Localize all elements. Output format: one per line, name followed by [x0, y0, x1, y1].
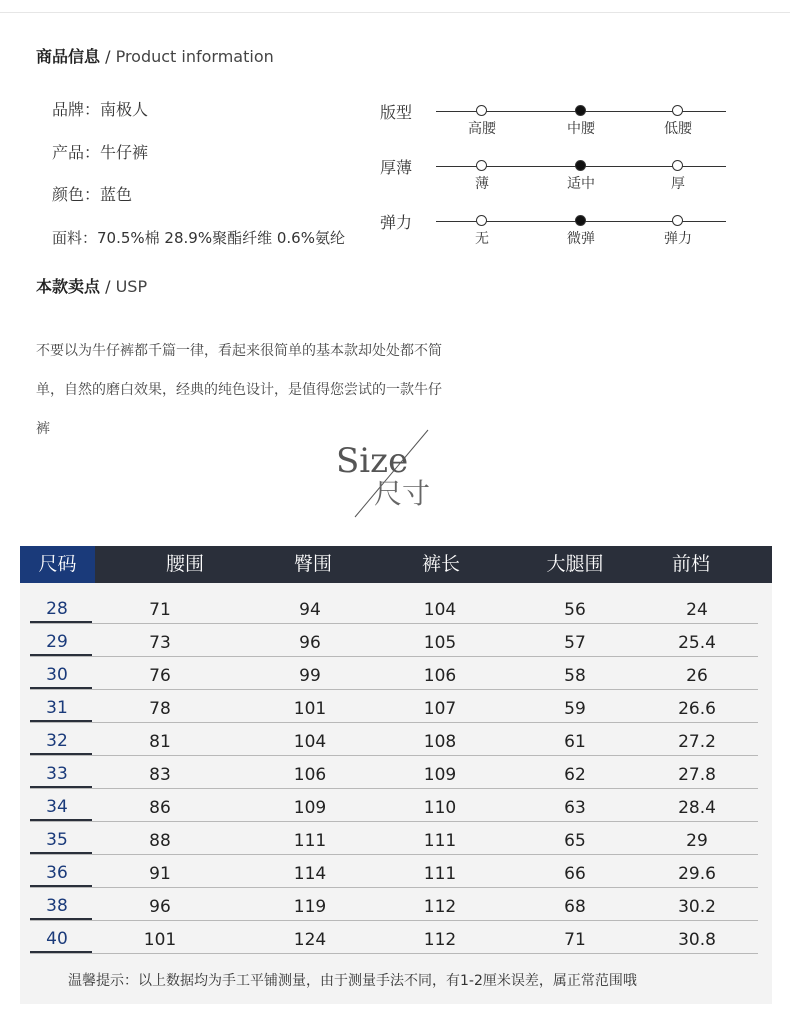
scale-label: 弹力 [380, 213, 413, 232]
scale-dot [575, 105, 586, 116]
usp-line: 不要以为牛仔裤都千篇一律，看起来很简单的基本款却处处都不简 [36, 343, 442, 359]
product-info-title [36, 44, 274, 67]
table-cell: 111 [293, 831, 327, 851]
size-cell: 38 [46, 896, 68, 916]
table-cell: 104 [293, 732, 327, 752]
info-label: 颜色： [52, 185, 101, 204]
scale-label: 厚薄 [380, 158, 413, 177]
table-cell: 56 [564, 600, 586, 620]
table-cell: 71 [564, 930, 586, 950]
table-cell: 111 [423, 864, 457, 884]
table-cell: 27.8 [678, 765, 716, 785]
table-cell: 91 [149, 864, 171, 884]
scale-option: 弹力 [664, 231, 692, 247]
row-divider [30, 821, 758, 822]
info-row-product [52, 140, 148, 163]
table-cell: 112 [423, 930, 457, 950]
table-cell: 29.6 [678, 864, 716, 884]
table-cell: 28.4 [678, 798, 716, 818]
size-table [20, 546, 772, 1004]
size-logo-cn: 尺寸 [374, 477, 431, 510]
table-cell: 78 [149, 699, 171, 719]
scale-option: 无 [475, 231, 489, 247]
scale-dot [476, 215, 487, 226]
table-cell: 108 [423, 732, 457, 752]
product-info-title-sep: / [100, 47, 116, 66]
info-row-brand [52, 97, 148, 120]
usp-line: 裤 [36, 421, 50, 437]
table-cell: 86 [149, 798, 171, 818]
table-cell: 119 [293, 897, 327, 917]
product-info-title-en: Product information [115, 47, 274, 66]
size-table-header [20, 546, 772, 583]
scale-dot [672, 105, 683, 116]
measurement-note: 温馨提示：以上数据均为手工平铺测量，由于测量手法不同，有1-2厘米误差，属正常范围哦 [68, 973, 637, 989]
info-row-color [52, 182, 132, 205]
size-cell: 29 [46, 632, 68, 652]
scale-option: 高腰 [468, 121, 496, 137]
table-cell: 61 [564, 732, 586, 752]
table-cell: 29 [686, 831, 708, 851]
scale-option: 薄 [475, 176, 489, 192]
table-cell: 30.2 [678, 897, 716, 917]
table-cell: 99 [299, 666, 321, 686]
table-cell: 62 [564, 765, 586, 785]
scale-option: 中腰 [567, 121, 595, 137]
table-cell: 124 [293, 930, 327, 950]
scale-dot [476, 105, 487, 116]
table-cell: 109 [423, 765, 457, 785]
row-divider [30, 854, 758, 855]
table-cell: 26.6 [678, 699, 716, 719]
product-info-title-cn: 商品信息 [36, 47, 101, 66]
info-value: 70.5%棉 28.9%聚酯纤维 0.6%氨纶 [97, 229, 345, 247]
table-cell: 26 [686, 666, 708, 686]
info-value: 牛仔裤 [100, 143, 149, 162]
table-cell: 104 [423, 600, 457, 620]
table-cell: 111 [423, 831, 457, 851]
size-cell: 34 [46, 797, 68, 817]
row-divider [30, 656, 758, 657]
scale-dot [575, 215, 586, 226]
table-cell: 106 [423, 666, 457, 686]
usp-title-sep: / [100, 277, 116, 296]
table-cell: 112 [423, 897, 457, 917]
size-cell: 31 [46, 698, 68, 718]
size-cell: 35 [46, 830, 68, 850]
table-cell: 88 [149, 831, 171, 851]
header-thigh: 大腿围 [546, 553, 604, 575]
row-divider [30, 755, 758, 756]
size-cell: 32 [46, 731, 68, 751]
table-cell: 101 [293, 699, 327, 719]
table-cell: 25.4 [678, 633, 716, 653]
table-cell: 110 [423, 798, 457, 818]
scale-dot [672, 215, 683, 226]
header-rise: 前档 [671, 553, 710, 575]
row-divider [30, 920, 758, 921]
info-label: 产品： [52, 143, 101, 162]
table-cell: 109 [293, 798, 327, 818]
size-logo [330, 425, 450, 525]
table-cell: 81 [149, 732, 171, 752]
size-cell: 28 [46, 599, 68, 619]
table-cell: 65 [564, 831, 586, 851]
scale-option: 厚 [671, 176, 685, 192]
row-divider [30, 722, 758, 723]
usp-line: 单，自然的磨白效果，经典的纯色设计，是值得您尝试的一款牛仔 [36, 382, 442, 398]
usp-title-cn: 本款卖点 [36, 277, 101, 296]
table-cell: 96 [299, 633, 321, 653]
size-logo-graphic [330, 425, 450, 525]
info-value: 蓝色 [100, 185, 133, 204]
table-cell: 27.2 [678, 732, 716, 752]
row-divider [30, 623, 758, 624]
row-divider [30, 689, 758, 690]
table-cell: 73 [149, 633, 171, 653]
table-cell: 114 [293, 864, 327, 884]
info-label: 面料： [52, 229, 98, 247]
size-cell: 30 [46, 665, 68, 685]
scale-label: 版型 [380, 103, 413, 122]
info-label: 品牌： [52, 100, 101, 119]
info-row-fabric [52, 227, 345, 248]
size-logo-en: Size [336, 441, 409, 481]
size-cell: 40 [46, 929, 68, 949]
usp-title-en: USP [115, 277, 148, 296]
table-cell: 57 [564, 633, 586, 653]
scale-dot [672, 160, 683, 171]
table-cell: 96 [149, 897, 171, 917]
table-cell: 59 [564, 699, 586, 719]
header-size: 尺码 [38, 553, 77, 575]
table-cell: 30.8 [678, 930, 716, 950]
table-cell: 107 [423, 699, 457, 719]
table-cell: 71 [149, 600, 171, 620]
top-divider [0, 12, 790, 13]
scale-option: 微弹 [567, 231, 595, 247]
table-cell: 101 [143, 930, 177, 950]
header-hip: 臀围 [293, 553, 332, 575]
usp-title [36, 274, 147, 297]
table-cell: 76 [149, 666, 171, 686]
scale-thickness [380, 155, 740, 205]
table-cell: 105 [423, 633, 457, 653]
table-cell: 63 [564, 798, 586, 818]
header-waist: 腰围 [165, 553, 204, 575]
scale-dot [476, 160, 487, 171]
table-cell: 58 [564, 666, 586, 686]
row-divider [30, 953, 758, 954]
size-cell: 33 [46, 764, 68, 784]
info-value: 南极人 [100, 100, 149, 119]
scale-option: 低腰 [664, 121, 692, 137]
table-cell: 83 [149, 765, 171, 785]
scale-option: 适中 [567, 176, 595, 192]
table-cell: 66 [564, 864, 586, 884]
row-divider [30, 788, 758, 789]
table-cell: 106 [293, 765, 327, 785]
header-length: 裤长 [421, 553, 460, 575]
table-cell: 24 [686, 600, 708, 620]
scale-dot [575, 160, 586, 171]
table-cell: 94 [299, 600, 321, 620]
size-cell: 36 [46, 863, 68, 883]
scale-elasticity [380, 210, 740, 260]
table-cell: 68 [564, 897, 586, 917]
row-divider [30, 887, 758, 888]
scale-fit [380, 100, 740, 150]
